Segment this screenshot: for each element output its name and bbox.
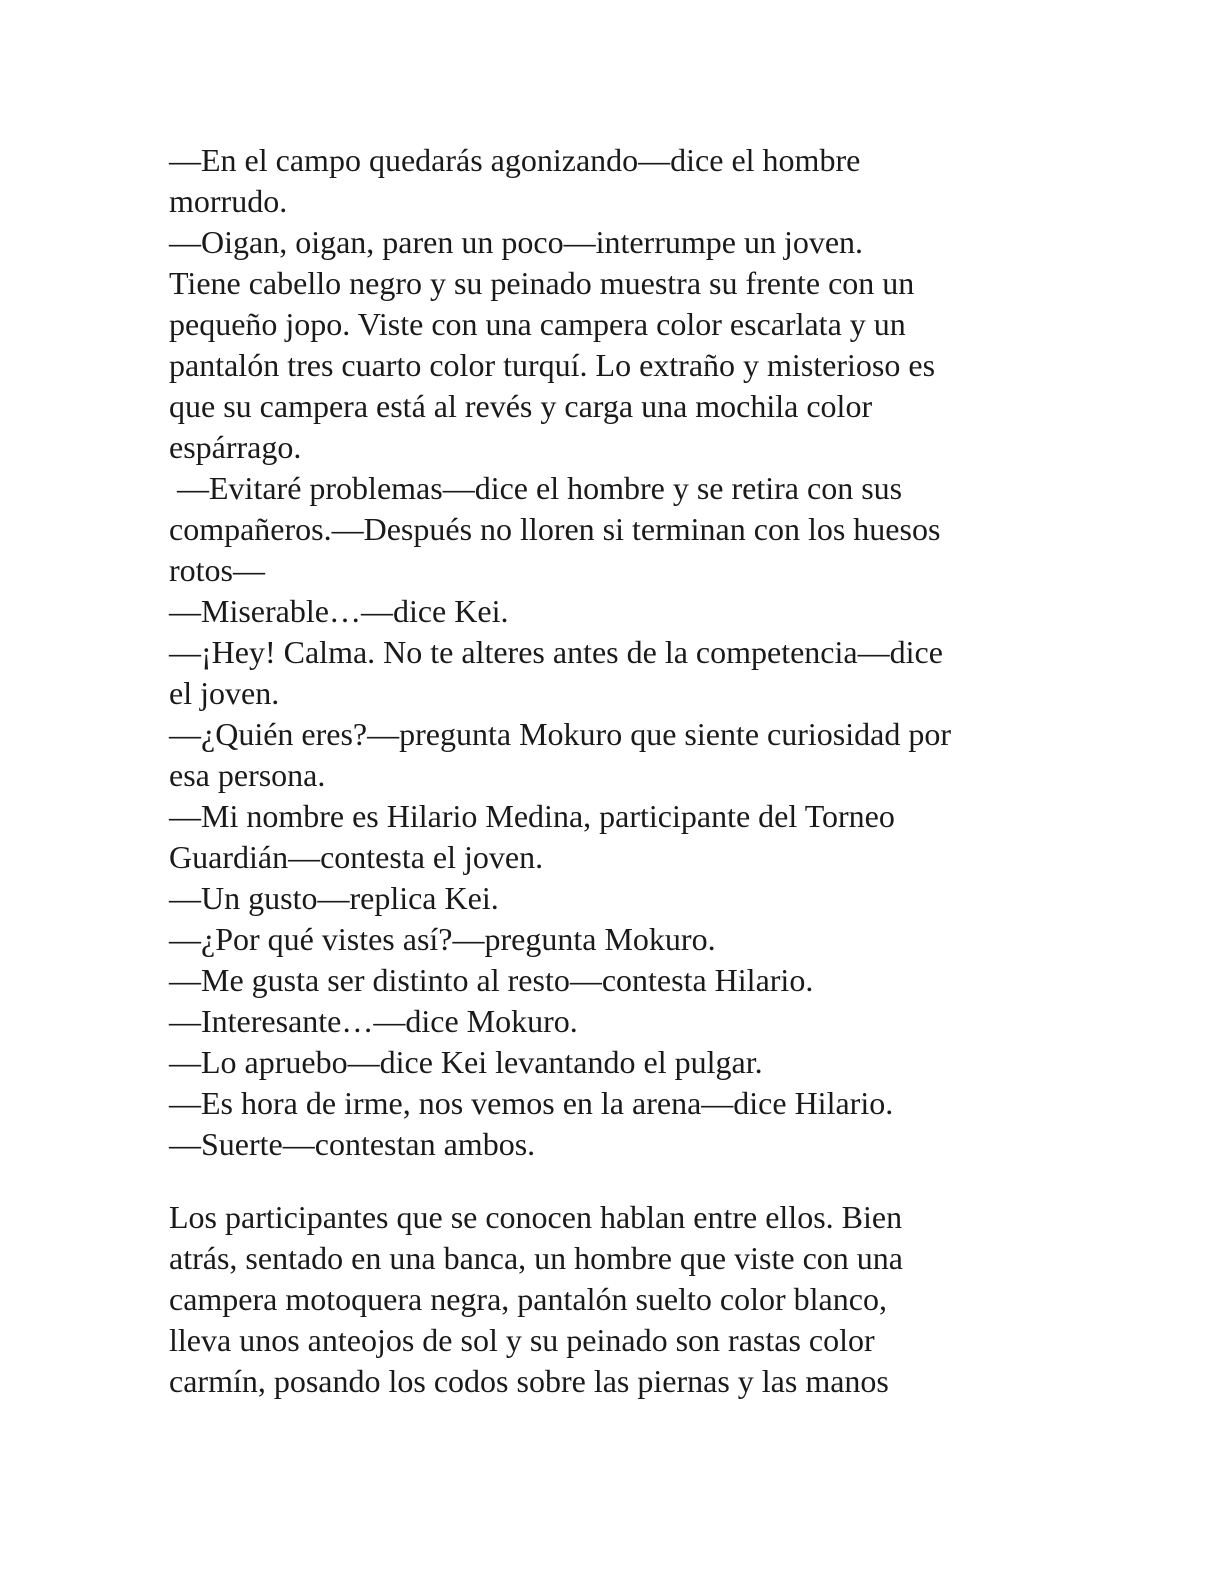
text-line: pantalón tres cuarto color turquí. Lo extraño y misterioso es — [169, 347, 936, 383]
text-line: Guardián—contesta el joven. — [169, 839, 544, 875]
text-line: esa persona. — [169, 757, 326, 793]
text-line: —Lo apruebo—dice Kei levantando el pulgar. — [169, 1044, 763, 1080]
text-line: morrudo. — [169, 183, 288, 219]
text-line: —Miserable…—dice Kei. — [169, 593, 509, 629]
text-line: espárrago. — [169, 429, 302, 465]
text-line: —Evitaré problemas—dice el hombre y se retira con sus — [169, 470, 903, 506]
text-line: que su campera está al revés y carga una mochila color — [169, 388, 873, 424]
text-line: campera motoquera negra, pantalón suelto color blanco, — [169, 1281, 887, 1317]
text-line: —Un gusto—replica Kei. — [169, 880, 499, 916]
text-line: —En el campo quedarás agonizando—dice el hombre — [169, 142, 861, 178]
text-line: el joven. — [169, 675, 280, 711]
text-line: —Oigan, oigan, paren un poco—interrumpe un joven. — [169, 224, 864, 260]
text-line: —Es hora de irme, nos vemos en la arena—dice Hilario. — [169, 1085, 894, 1121]
text-line: —¡Hey! Calma. No te alteres antes de la competencia—dice — [169, 634, 943, 670]
text-line: Tiene cabello negro y su peinado muestra su frente con un — [169, 265, 915, 301]
text-line: rotos— — [169, 552, 265, 588]
text-line: atrás, sentado en una banca, un hombre que viste con una — [169, 1240, 903, 1276]
text-line: carmín, posando los codos sobre las piernas y las manos — [169, 1363, 889, 1399]
text-line: compañeros.—Después no lloren si terminan con los huesos — [169, 511, 941, 547]
text-line: —¿Por qué vistes así?—pregunta Mokuro. — [169, 921, 716, 957]
text-line: Los participantes que se conocen hablan entre ellos. Bien — [169, 1199, 903, 1235]
text-line: —Suerte—contestan ambos. — [169, 1126, 536, 1162]
dialogue-block — [169, 140, 1069, 1165]
text-line: —Me gusta ser distinto al resto—contesta Hilario. — [169, 962, 814, 998]
narration-paragraph — [169, 1197, 1069, 1402]
text-line: pequeño jopo. Viste con una campera color escarlata y un — [169, 306, 906, 342]
text-line: —Interesante…—dice Mokuro. — [169, 1003, 578, 1039]
text-line: lleva unos anteojos de sol y su peinado son rastas color — [169, 1322, 875, 1358]
text-line: —Mi nombre es Hilario Medina, participante del Torneo — [169, 798, 895, 834]
text-line: —¿Quién eres?—pregunta Mokuro que siente curiosidad por — [169, 716, 951, 752]
